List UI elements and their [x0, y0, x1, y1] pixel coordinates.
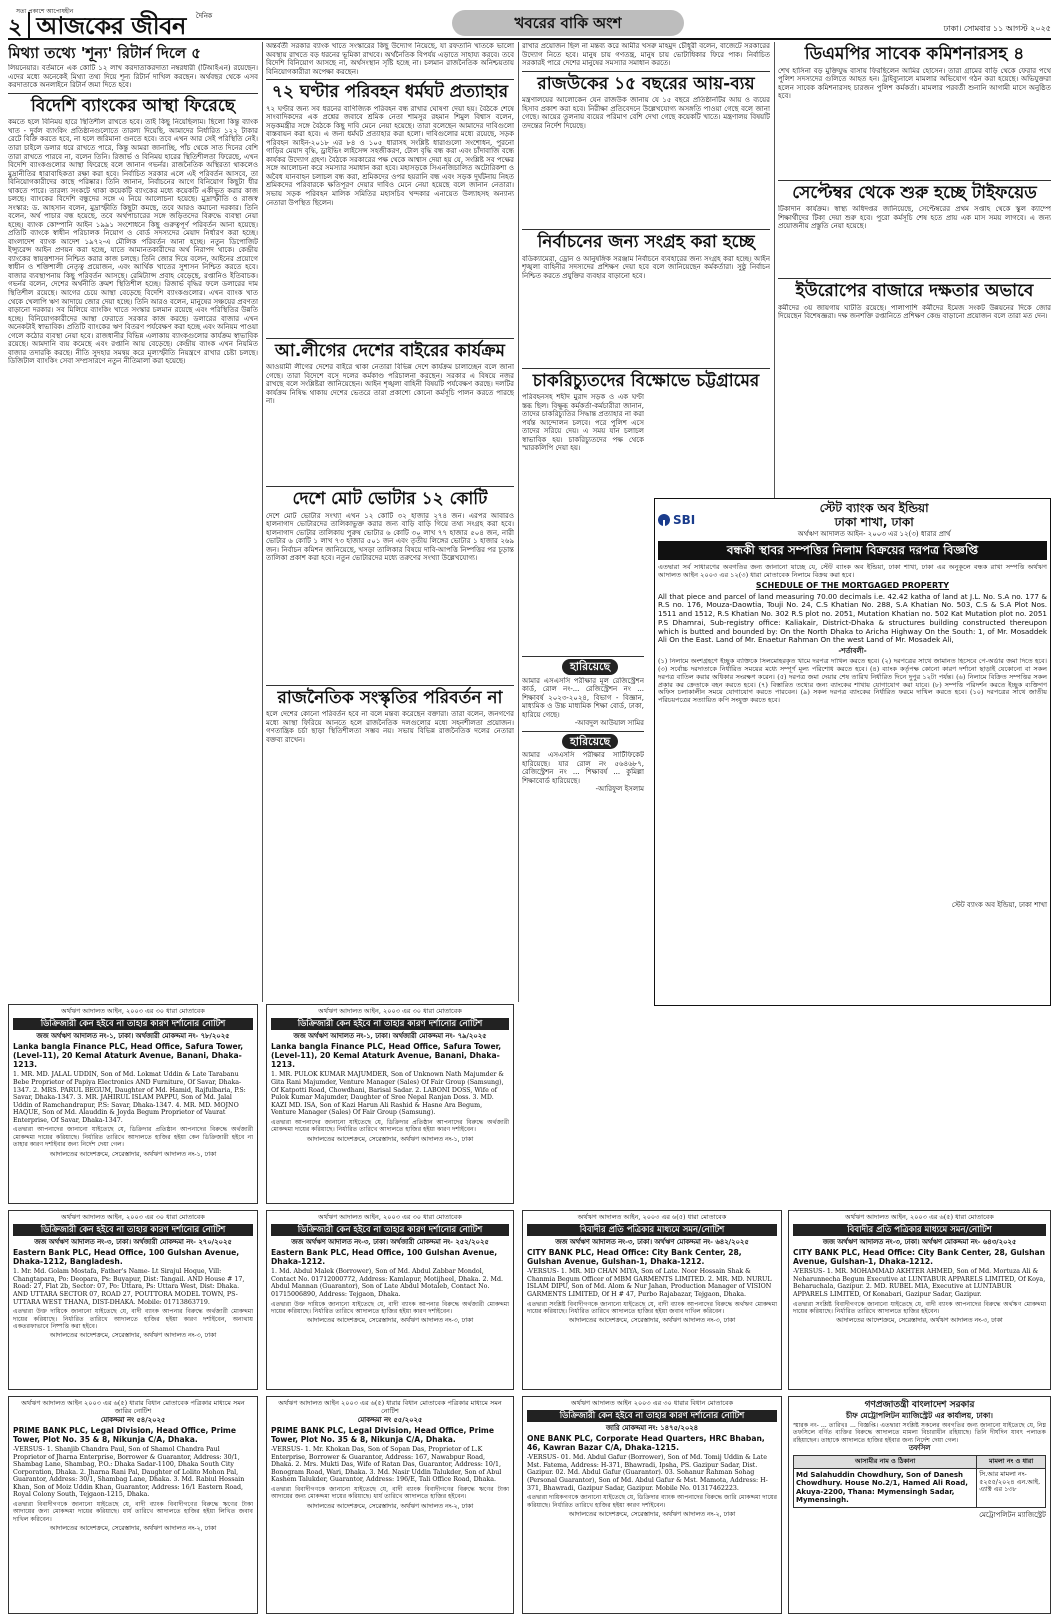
gov-accused-name: Md Salahuddin Chowdhury, Son of Danesh Chowdhury. House No.2/1, Hamed Ali Road, Akuya-2200, Thana: Mymensingh Sadar, Mymensingh. [794, 1468, 977, 1507]
article-body: বডিক্যামেরা, ড্রোন ও আনুষঙ্গিক সরঞ্জাম নির্বাচনে ব্যবহারের জন্য সংগ্রহ করা হচ্ছে। আইন শৃঙ্খলা বাহিনীর সদস্যদের প্রশিক্ষণ দেয়া হবে বলে জানিয়েছেন কর্মকর্তারা। সুষ্ঠু নির্বাচন নিশ্চিত করতে প্রযুক্তির ব্যবহার বাড়ানো হবে। [522, 254, 770, 280]
notice-case: মোকদ্দমা নং ৫৫/২০২৫ [357, 1415, 423, 1424]
notice-law: অর্থঋণ আদালত আইন, ২০০৩ এর ৩০ ধারা মোতাবেক [61, 1213, 205, 1221]
court-notice [522, 1210, 782, 1390]
article-body: রাখার প্রয়োজন ছিল না মন্তব্য করে আমীর খসরু মাহমুদ চৌধুরী বলেন, বাজেটে সরকারের উদ্যোগ নিতে হবে। মানুষ চায় গণতন্ত্র, মানুষ চায় ভোটাধিকার ফিরে পাক। নির্বাচিত সরকারই পারে দেশের মানুষের সমস্যার সমাধান করতে। [522, 42, 770, 68]
sbi-logo-text: SBI [673, 512, 696, 527]
notice-defendants: 1. MR. PULOK KUMAR MAJUMDER, Son of Unknown Nath Majumder & Gita Rani Majumder, Venture Manager (Sales) Of Fair Group (Samsung), Of Katpotti Road, Chowdhani, Barisal Sadar. 2. LABONI DOSS, Wife of Pulok Kumar Majumder, Daughter of Sree Nepal Ranjan Doss. 3. MD. KAZI MD. ISA, Son of Kazi Harun Ali Rashid & Hasne Ara Begum, Venture Manager (Sales) Of Fair Group (Samsung). [271, 1071, 505, 1117]
article-body: শেখ হাসিনা বড় মুক্তিযুদ্ধ বাসায় ফিরছিলেন আমির হোসেন। তারা গ্রামের বাড়ি থেকে ফেরার পথে পুলিশ সদস্যদের গুলিতে আহত হন। ট্রাইব্যুনালে মামলার অভিযোগ গঠন করা হয়েছে। অভিযুক্তরা হলেন সাবেক কমিশনারসহ চারজন পুলিশ কর্মকর্তা। মামলার পরবর্তী শুনানি আগামী মাসে অনুষ্ঠিত হবে। [778, 66, 1051, 101]
headline: ইউরোপের বাজারে দক্ষতার অভাবে [795, 281, 1034, 302]
article-body: দেশে মোট ভোটার সংখ্যা এখন ১২ কোটি ৩২ হাজার ২৭৪ জন। এরপর আবারও হালনাগাদ ভোটারদের তালিকাভুক্ত করার জন্য বাড়ি বাড়ি গিয়ে তথ্য সংগ্রহ করা হবে। হালনাগাদ ভোটার তালিকায় পুরুষ ভোটার ৬ কোটি ৩০ লাখ ৭৭ হাজার ৫০৪ জন, নারী ভোটার ৬ কোটি ১ লাখ ৭৩ হাজার ৫০১ জন এবং তৃতীয় লিঙ্গের ভোটার ১ হাজার ২৬৯ জন। নির্বাচন কমিশন জানিয়েছে, খসড়া তালিকার বিষয়ে দাবি-আপত্তি নিষ্পত্তির পর চূড়ান্ত তালিকা প্রকাশ করা হবে। নতুন ভোটারদের মধ্যে তরুণের সংখ্যা উল্লেখযোগ্য। [266, 511, 514, 563]
court-notice [522, 1396, 782, 1614]
notice-law: অর্থঋণ আদালত আইন ২০০৩ এর ৩০ ধারার বিধান মোতাবেক [570, 1399, 734, 1407]
government-notice [788, 1396, 1051, 1614]
notice-defendants: -VERSUS- 1. Shanjib Chandra Paul, Son of Shamol Chandra Paul Proprietor of Jharna Enterprise, Borrower & Guarantor, Address: 30/1, Shambag Lane, Shambag, P.O.: Dhaka Sadar-1100, Dhaka South City Corporation, Dhaka. 2. Jharna Rani Pal, Daughter of Lolito Mohon Pal, Guarantor, Address: 30/1, Shambag Lane, Dhaka. 3. Md. Rabiul Hossain Khan, Son of Moiz Uddin Khan, Guarantor, Address: 16/1 Eastern Road, Royal Colony South, Tejgaon-1215, Dhaka. [13, 1445, 245, 1499]
notice-law: অর্থঋণ আদালত আইন ২০০৩ এর ৬(৫) ধারার বিধান মোতাবেক পত্রিকার মাধ্যমে সমন নোটিশ [278, 1399, 502, 1415]
article-body: হলে দেশের কোনো পরিবর্তন হবে না বলে মন্তব্য করেছেন বক্তারা। তারা বলেন, জনগণের মধ্যে আস্থা ফিরিয়ে আনতে হলে রাজনৈতিক দলগুলোর মধ্যে সহনশীলতা প্রয়োজন। গণতান্ত্রিক চর্চা ছাড়া স্থিতিশীলতা সম্ভব নয়। সভায় বিভিন্ন রাজনৈতিক দলের নেতারা বক্তব্য রাখেন। [266, 710, 514, 744]
article-body: ৭২ ঘণ্টার জন্য সব ধরনের বাণিজ্যিক পরিবহন বন্ধ রাখার ঘোষণা দেয়া হয়। বৈঠকে শেষে সাংবাদিকদের এক প্রশ্নের জবাবে শ্রমিক নেতা শামসুর রহমান শিমুল বিশ্বাস বলেন, সড়কমন্ত্রীর সঙ্গে বৈঠকে কিছু দাবি মেনে নেয়া হয়েছে। তারা বলেছেন আমাদের দাবিগুলো বাস্তবায়ন করা হবে। এ জন্য ধর্মঘট প্রত্যাহার করা হলো। দাবিগুলোর মধ্যে রয়েছে, সড়ক পরিবহন আইন-২০১৮ এর ৮৪ ও ১০৫ ধারাসহ সংশ্লিষ্ট ধারাগুলো সংশোধন, পুরনো গাড়ির মেয়াদ বৃদ্ধি, ড্রাইভিং লাইসেন্স সহজীকরণ, টোল বৃদ্ধি বন্ধ করা এবং চাঁদাবাজি বন্ধে কার্যকর উদ্যোগ গ্রহণ। বৈঠকে সরকারের পক্ষ থেকে আশ্বাস দেয়া হয় যে, সংশ্লিষ্ট সব পক্ষের সঙ্গে আলোচনা করে সমস্যার সমাধান করা হবে। মহাসড়কে সিএনজিচালিত অটোরিকশা ও অবৈধ যানবাহন চলাচল বন্ধ করা, শ্রমিকদের ওপর হয়রানি বন্ধ এবং সড়ক দুর্ঘটনায় নিহত শ্রমিকদের পরিবারকে ক্ষতিপূরণ দেয়ার দাবিও মেনে নেয়া হয়েছে বলে জানান নেতারা। সভায় সড়ক পরিবহন মালিক সমিতির মহাসচিব খন্দকার এনায়েত উল্যাহসহ অন্যান্য নেতারা উপস্থিত ছিলেন। [266, 104, 514, 207]
headline: রাজনৈতিক সংস্কৃতির পরিবর্তন না [277, 687, 503, 708]
article-body: মন্ত্রণালয়ের আলোকেন যেন রাজউক জানায় যে ১৫ বছরে প্রতিষ্ঠানটির আয় ও ব্যয়ের হিসাব প্রকাশ করা হবে। নিরীক্ষা প্রতিবেদনে উল্লেখযোগ্য অসঙ্গতি পাওয়া গেছে বলে জানা গেছে। আয়ের তুলনায় ব্যয়ের পরিমাণ বেশি দেখা গেছে কয়েকটি খাতে। মন্ত্রণালয় বিষয়টি তদন্তের নির্দেশ দিয়েছে। [522, 96, 770, 130]
logo-text: আজকের জীবন [36, 12, 186, 40]
sbi-law: অর্থঋণ আদালত আইন- ২০০৩ এর ১২(৩) ধারার প্রার্থ [797, 529, 951, 538]
news-columns [8, 42, 1051, 1002]
gov-col-header: মামলা নং ও ধারা [977, 1456, 1046, 1469]
notice-body: এতদ্বারা সংশ্লিষ্ট বিবাদীগণকে জানানো যাইতেছে যে, বাদী ব্যাংক আপনাদের বিরুদ্ধে অর্থঋণ মোকদ্দমা দায়ের করিয়াছে। নির্ধারিত তারিখে আদালতে হাজির হইয়া জবাব দাখিল করিবেন। [527, 1300, 777, 1315]
notice-case: জারি মোকদ্দমা নং: ১৪৭৫/২০২৪ [605, 1423, 699, 1432]
notice-case: জজ অর্থঋণ আদালত নং-৩, ঢাকা। অর্থঋণ মোকদ্দমা নং- ৬৪২/২০২৫ [555, 1237, 749, 1246]
section-banner: খবরের বাকি অংশ [452, 10, 684, 36]
notice-title: ডিক্রিজারী কেন হইবে না তাহার কারণ দর্শানোর নোটিশ [271, 1018, 509, 1030]
sbi-intro: এতদ্বারা সর্ব সাধারণের অবগতির জন্য জানানো যাচ্ছে যে, স্টেট ব্যাংক অব ইন্ডিয়া, ঢাকা শাখা, ঢাকা এর অনুকূলে বন্ধক রাখা সম্পত্তি অর্থঋণ আদালত আইন ২০০৩ এর ১২(৩) ধারা মোতাবেক নিলামে বিক্রয় করা হবে। [658, 562, 1047, 579]
headline: নির্বাচনের জন্য সংগ্রহ করা হচ্ছে [537, 232, 755, 253]
notice-body: এতদ্বারা আপনাদের জানানো যাইতেছে যে, ডিক্রিদার প্রতিষ্ঠান আপনাদের বিরুদ্ধে অর্থজারী মোকদ্দমা দায়ের করিয়াছে। নির্ধারিত তারিখে আদালতে হাজির হইয়া কারণ দর্শাইবেন। [271, 1118, 509, 1134]
notice-law: অর্থঋণ আদালত আইন, ২০০৩ এর ৬(৫) ধারা মোতাবেক [577, 1213, 727, 1221]
headline: মিথ্যা তথ্যে 'শূন্য' রিটার্ন দিলে ৫ [8, 44, 201, 62]
sbi-branch: ঢাকা শাখা, ঢাকা [834, 514, 914, 529]
notice-defendants: 1. Md. Abdul Malek (Borrower), Son of Md. Abdul Zabbar Mondol, Contact No. 01712000772, Address: Kamlapur, Motijheel, Dhaka. 2. Md. Abdul Mannan (Guarantor), Son of Late Abdul Motaleb, Contact No. 01715006890, Address: Tejgaon, Dhaka. [271, 1268, 503, 1298]
sbi-logo [658, 513, 695, 528]
notice-body: এতদ্বারা উক্ত দায়িকে জানানো যাইতেছে যে, বাদী ব্যাংক আপনার বিরুদ্ধে অর্থজারী মোকদ্দমা দায়ের করিয়াছে। নির্ধারিত তারিখে আদালতে হাজির হইয়া কারণ দর্শাইবেন, অন্যথায় একতরফাভাবে নিষ্পত্তি করা হইবে। [13, 1308, 253, 1330]
gov-title: গণপ্রজাতন্ত্রী বাংলাদেশ সরকার [864, 1400, 975, 1410]
notice-sign: আদালতের আদেশক্রমে, সেরেস্তাদার, অর্থঋণ আদালত নং-১, ঢাকা [49, 1150, 217, 1158]
lost-notice-text: আমার এসএসসি পরীক্ষার মূল রেজিস্ট্রেশন কার্ড, রোল নং-... রেজিস্ট্রেশন নং ... শিক্ষাবর্ষ ২০২৩-২০২৪, বিভাগ - বিজ্ঞান, মাধ্যমিক ও উচ্চ মাধ্যমিক শিক্ষা বোর্ড, ঢাকা, হারিয়ে গেছে। [522, 676, 644, 719]
notice-case: জজ অর্থঋণ আদালত নং-৩, ঢাকা। অর্থঋণ মোকদ্দমা নং- ৬৪৩/২০২৫ [822, 1237, 1017, 1246]
lost-notices [522, 656, 644, 794]
notice-title: বিবাদীর প্রতি পত্রিকার মাধ্যমে সমন/নোটিশ [527, 1224, 777, 1236]
lost-notice-sign: -আবদুল আউয়াল সামির [574, 719, 644, 728]
notice-sign: আদালতের আদেশক্রমে, সেরেস্তাদার, অর্থঋণ আদালত নং-২, ঢাকা [49, 1525, 217, 1533]
notice-case: জজ অর্থঋণ আদালত নং-১, ঢাকা। অর্থজারী মোকদ্দমা নং- ৭৮/২০২৫ [36, 1031, 230, 1040]
article-body: আওয়ামী লীগের দেশের বাইরে থাকা নেতারা বিভিন্ন দেশে কার্যক্রম চালাচ্ছেন বলে জানা গেছে। তারা বিদেশে বসে দলের কর্মকাণ্ড পরিচালনা করছেন। সরকার এ বিষয়ে নজর রাখছে বলে সংশ্লিষ্টরা জানিয়েছেন। আইন শৃঙ্খলা বাহিনী বিষয়টি পর্যবেক্ষণ করছে। দলটির কার্যক্রম নিষিদ্ধ থাকায় দেশের ভেতরে তারা প্রকাশ্যে কোনো কর্মসূচি পালন করতে পারছে না। [266, 363, 514, 406]
notice-sign: আদালতের আদেশক্রমে, সেরেস্তাদার, অর্থঋণ আদালত নং-৩, ঢাকা [568, 1317, 736, 1325]
notice-defendants: 1. Mr. Md. Golam Mostafa, Father's Name- Lt Sirajul Hoque, Vill: Changtapara, Po: Deopara, Ps: Buyapur, Dist: Tangail. AND House # 17, Road: 27, Flat 2b, Sector: 07, Po: Uttara, Ps: Uttara West, Dist: Dhaka. AND UTTARA SECTOR 07, ROAD 27, POUTTORA MODEL TOWN, PS- UTTARA WEST THANA, DIST-DHAKA. Mobile: 01713863719. [13, 1268, 245, 1306]
headline: চাকরিচ্যুতদের বিক্ষোভে চট্টগ্রামের [532, 370, 760, 391]
gov-sign: মেট্রোপলিটন ম্যাজিস্ট্রেট [979, 1510, 1046, 1519]
notice-sign: আদালতের আদেশক্রমে, সেরেস্তাদার, অর্থঋণ আদালত নং-১, ঢাকা [306, 1135, 474, 1143]
court-notice [266, 1396, 514, 1614]
notice-law: অর্থঋণ আদালত আইন, ২০০৩ এর ৬(৫) ধারা মোতাবেক [845, 1213, 994, 1221]
page-number: ২ [8, 14, 23, 40]
notice-law: অর্থঋণ আদালত আইন ২০০৩ এর ৬(৫) ধারার বিধান মোতাবেক পত্রিকার মাধ্যমে সমন জারির নোটিশ [21, 1399, 245, 1415]
gov-body: স্মারক নং- ... তারিখঃ ... বিজ্ঞপ্তি। এতদ্বারা সংশ্লিষ্ট সকলের অবগতির জন্য জানানো যাইতেছে যে, নিম্ন তফসিলে বর্ণিত ব্যক্তির বিরুদ্ধে আদালতে মামলা বিচারাধীন রহিয়াছে। তিনি দীর্ঘদিন যাবৎ পলাতক রহিয়াছেন। তাহাকে আদালতে হাজির হইবার জন্য নির্দেশ দেয়া গেল। [793, 1421, 1046, 1444]
notice-title: ডিক্রিজারী কেন হইবে না তাহার কারণ দর্শানোর নোটিশ [271, 1224, 509, 1236]
lost-notice-title: হারিয়েছে [562, 659, 618, 674]
lost-notice [522, 656, 644, 728]
sbi-auction-notice [654, 498, 1051, 1006]
lost-notice [522, 731, 644, 794]
headline: সেপ্টেম্বর থেকে শুরু হচ্ছে টাইফয়েড [792, 182, 1037, 203]
lost-notice-text: আমার এসএসসি পরীক্ষার সার্টিফিকেট হারিয়েছে। যার রোল নং ৫৬৪৬৮৭, রেজিস্ট্রেশন নং ... শিক্ষাবর্ষ ... কুমিল্লা শিক্ষাবোর্ড হারিয়েছে। [522, 751, 644, 785]
column-rule [518, 42, 519, 1002]
court-notice [8, 1396, 258, 1614]
notice-defendants: -VERSUS- 01. Md. Abdul Gafur (Borrower), Son of Md. Tomij Uddin & Late Mst. Fatema, Address: H-371, Bhawradi, Ipsha, PS. Gazipur Sadar, Dist. Gazipur. 02. Md. Abdul Gafur (Guarantor). 03. Sohanur Rahman Sohag (Personal Guarantor), Son of Md. Abdul Gafur & Mst. Mamota, Address: H-371, Bhawradi, Gazipur Sadar, Gazipur. Mobile No. 01317462223. [527, 1454, 768, 1492]
notice-sign: আদালতের আদেশক্রমে, সেরেস্তাদার, অর্থঋণ আদালত নং-৩, ঢাকা [49, 1332, 217, 1340]
gov-table [793, 1455, 1046, 1507]
notice-defendants: -VERSUS- 1. MR. MD CHAN MIYA, Son of Late. Noor Hossain Shak & Chanmia Begum Officer of MBM GARMENTS LIMITED. 2. MR. MD. NURUL ISLAM DIPU, Son of Md. Alom & Nur Jahan, Production Manager of VISION GARMENTS LIMITED, Of H # 47, Purbo Rajabazar, Tejgaon, Dhaka. [527, 1268, 772, 1298]
gov-case-number: সি.আর মামলা নং- ৫২৫৫/২০২৪ এন.আই. এ্যাক্ট এর ১৩৮ [977, 1468, 1046, 1507]
dateline: ঢাকা। সোমবার ১১ আগস্ট ২০২৫ [943, 24, 1051, 34]
notice-case: জজ অর্থঋণ আদালত নং-৩, ঢাকা। অর্থজারী মোকদ্দমা নং- ২৭০/২০২৫ [34, 1237, 232, 1246]
notice-title: ডিক্রিজারী কেন হইবে না তাহার কারণ দর্শানোর নোটিশ [13, 1018, 253, 1030]
notice-sign: আদালতের আদেশক্রমে, সেরেস্তাদার, অর্থঋণ আদালত নং-৩, ঢাকা [306, 1317, 474, 1325]
notice-sign: আদালতের আদেশক্রমে, সেরেস্তাদার, অর্থঋণ আদালত নং-৩, ঢাকা [836, 1317, 1003, 1325]
gov-col-header: আসামীর নাম ও ঠিকানা [794, 1456, 977, 1469]
notice-law: অর্থঋণ আদালত আইন, ২০০৩ এর ৩০ ধারা মোতাবেক [318, 1007, 462, 1015]
notice-title: ডিক্রিজারী কেন হইবে না তাহার কারণ দর্শানোর নোটিশ [527, 1410, 777, 1422]
sbi-terms: (১) নিলামে অংশগ্রহণে ইচ্ছুক ব্যক্তিকে সিলমোহরকৃত খামে দরপত্র দাখিল করতে হবে। (২) দরপত্রের সাথে জামানত হিসেবে পে-অর্ডার জমা দিতে হবে। (৩) সর্বোচ্চ দরদাতাকে নির্ধারিত সময়ের মধ্যে সম্পূর্ণ মূল্য পরিশোধ করতে হবে। (৪) ব্যাংক কর্তৃপক্ষ কোনো কারণ দর্শানো ছাড়াই যেকোনো বা সকল দরপত্র বাতিল করার অধিকার সংরক্ষণ করেন। (৫) দরপত্র জমা দেয়ার শেষ তারিখ নির্ধারিত দিনে দুপুর ১২টা পর্যন্ত। (৬) নিলামে বিক্রিত সম্পত্তির সকল প্রকার কর ক্রেতাকে বহন করতে হবে। (৭) বিস্তারিত তথ্যের জন্য ব্যাংকের শাখায় যোগাযোগ করা যাবে। (৮) সম্পত্তি পরিদর্শন করতে ইচ্ছুক ব্যক্তিগণ অফিস চলাকালীন সময়ে যোগাযোগ করতে পারবেন। (৯) সকল দরপত্র ব্যাংকের নির্ধারিত ফরমে দাখিল করতে হবে। (১০) দরপত্রের সাথে জাতীয় পরিচয়পত্রের সত্যায়িত কপি সংযুক্ত করতে হবে। [658, 657, 1047, 705]
lost-notice-sign: -আরিফুল ইসলাম [595, 785, 644, 794]
newspaper-logo [36, 12, 212, 40]
sbi-header [658, 502, 1047, 538]
notice-plaintiff: PRIME BANK PLC, Legal Division, Head Office, Prime Tower, Plot No. 35 & 8, Nikunja C/A, Dhaka. [13, 1425, 236, 1444]
notice-body: এতদ্বারা বিবাদীগণকে জানানো যাইতেছে যে, বাদী ব্যাংক বিবাদীগণের বিরুদ্ধে ঋণের টাকা আদায়ের জন্য মোকদ্দমা দায়ের করিয়াছে। ধার্য তারিখে আদালতে হাজির হইবেন। [271, 1485, 509, 1501]
notice-sign: আদালতের আদেশক্রমে, সেরেস্তাদার, অর্থঋণ আদালত নং-২, ঢাকা [306, 1502, 474, 1510]
notice-plaintiff: Eastern Bank PLC, Head Office, 100 Gulshan Avenue, Dhaka-1212, Bangladesh. [13, 1248, 240, 1267]
notice-plaintiff: PRIME BANK PLC, Legal Division, Head Office, Prime Tower, Plot No. 35 & 8, Nikunja C/A, Dhaka. [271, 1425, 494, 1444]
sbi-schedule-title: SCHEDULE OF THE MORTGAGED PROPERTY [755, 580, 950, 590]
masthead-divider [28, 12, 30, 38]
notice-law: অর্থঋণ আদালত আইন, ২০০৩ এর ৩০ ধারা মোতাবেক [61, 1007, 205, 1015]
notice-body: এতদ্বারা সংশ্লিষ্ট বিবাদীগণকে জানানো যাইতেছে যে, বাদী ব্যাংক আপনাদের বিরুদ্ধে অর্থঋণ মোকদ্দমা দায়ের করিয়াছে। নির্ধারিত তারিখে আদালতে হাজির হইবেন। [793, 1300, 1046, 1315]
headline: ৭২ ঘণ্টার পরিবহন ধর্মঘট প্রত্যাহার [271, 82, 509, 103]
gov-table-title: তফসিল [908, 1444, 931, 1453]
article-body: কমতে হলে বিনিময় হারে স্থিতিশীল রাখতে হবে। তাই কিছু নিয়েছিলাম। ছিলো কিন্তু ব্যাংক খাত - দুর্বল ব্যাংকিং প্রতিষ্ঠানগুলোতে তারল্য দিয়েছি, আমাদের নির্ধারিত ১২২ টাকার রেটে বিক্রি করতে হবে, না হলে জরিমানা গুনতে হবে। তবে এখন আর সেই পরিস্থিতি নেই। তারা চাইলে ডলার ধরে রাখতে পারে, কিন্তু আমরা জানাচ্ছি, পাঁচ থেকে সাত দিনের বেশি তারা রাখতে পারবে না, বলেন তিনি। রিজার্ভ ও বিনিময় হারের স্থিতিশীলতা ফিরেছে, এখন বিদেশি ব্যাংকগুলোর আস্থা ফিরেছে বলে জানান গভর্নর। রাজনৈতিক অস্থিরতা থাকলেও মুদ্রানীতির ধারাবাহিকতা রক্ষা করা হবে। নির্বাচিত সরকার এলে এই পরিবর্তন আসবে, তা বিনিয়োগকারীদের কাছে পরিষ্কার। তিনি জানান, নির্বাচনের আগে বিনিয়োগ কিছুটা ধীর থাকতে পারে। তারল্য সংকটে থাকা কয়েকটি ব্যাংকের মধ্যে কয়েকটি একীভূত করার কাজ চলছে। ব্যাংকের বিদেশি বন্ধুদের সঙ্গে এ নিয়ে আলোচনা হয়েছে। মুদ্রাস্ফীতি ও রাজস্ব সংস্কার: ড. আহসান বলেন, মুদ্রাস্ফীতি কিছুটা কমছে, তবে আরও কমানো দরকার। তিনি বলেন, অর্থ পাচার বন্ধ হয়েছে, তবে অর্থপাচারের সঙ্গে জড়িতদের বিরুদ্ধে ব্যবস্থা নেয়া হচ্ছে। ব্যাংক কোম্পানি আইন ১৯৯১ সংশোধনে কিছু গুরুত্বপূর্ণ পরিবর্তন আনা হয়েছে। প্রতিটি ব্যাংকে স্বাধীন পরিচালক নিয়োগ ও বোর্ড সদস্যদের মেয়াদ নির্ধারণ করা হচ্ছে। বাংলাদেশ ব্যাংক আদেশ ১৯৭২-এ মৌলিক পরিবর্তন আনা হচ্ছে। নতুন ডিপোজিট ইন্স্যুরেন্স আইন প্রণয়ন করা হচ্ছে, যাতে আমানতকারীদের অর্থ নিরাপদ থাকে। কেন্দ্রীয় ব্যাংকের স্বায়ত্তশাসন নিশ্চিত করার কাজ চলছে। তিনি জোর দিয়ে বলেন, আইনের প্রয়োগে স্বাধীন ও শক্তিশালী নেতৃত্ব প্রয়োজন, এবং আর্থিক খাতের সুশাসন নিশ্চিত করতে হবে। বাজার ব্যবস্থাপনায় কিছু পরিবর্তন আসছে। রেমিট্যান্স প্রবাহ বেড়েছে, রপ্তানিও ইতিবাচক। গভর্নর বলেন, দেশের অর্থনীতি ক্রমশ স্থিতিশীল হচ্ছে। রিজার্ভ বৃদ্ধির ফলে ডলারের দাম স্থিতিশীল রয়েছে। আগের চেয়ে আস্থা বেড়েছে বিদেশি ব্যাংকগুলোর। এখন ব্যাংক খাত থেকে খেলাপি ঋণ আদায়ে জোর দেয়া হচ্ছে। তিনি আরও বলেন, মানুষের সঞ্চয়ের প্রবণতা বাড়ানো দরকার। সব মিলিয়ে ব্যাংকিং খাতে সংস্কার চলমান রয়েছে এবং পরিস্থিতির উন্নতি হচ্ছে। বিনিয়োগকারীদের আস্থা ফেরাতে সরকার কাজ করছে। ডলারের বাজার এখন অনেকটাই স্বাভাবিক। প্রতিটি ব্যাংকের ঋণ বিতরণ পর্যবেক্ষণ করা হচ্ছে এবং অনিয়ম পাওয়া গেলে কঠোর ব্যবস্থা নেয়া হবে। রাজধানীর বিভিন্ন এলাকায় ব্যাংকগুলোর কার্যক্রম স্বাভাবিক রয়েছে। আমদানি ব্যয় কমেছে এবং রপ্তানি আয় বেড়েছে। কেন্দ্রীয় ব্যাংক এখন নিয়মিত বাজার তদারকি করছে। নীতি সুদহার সমন্বয় করে মূল্যস্ফীতি নিয়ন্ত্রণে রাখার চেষ্টা চলছে। ডিজিটাল ব্যাংকিং সেবা সম্প্রসারণে নতুন নীতিমালা করা হয়েছে। [8, 118, 258, 366]
gov-subtitle: চীফ মেট্রোপলিটন ম্যাজিস্ট্রেট এর কার্যালয়, ঢাকা। [846, 1410, 993, 1420]
court-notice [266, 1210, 514, 1390]
notice-defendants: 1. MR. MD. JALAL UDDIN, Son of Md. Lokmat Uddin & Late Tarabanu Bebe Proprietor of Papiya Electronics AND Furniture, Of Savar, Dhaka-1347. 2. MRS. PARUL BEGUM, Daughter of Md. Hamid, Rajfulbaria, P.S: Savar, Dhaka-1347. 3. MR. JAHIRUL ISLAM PAPPU, Son of Md. Jalal Uddin of Ramchandrapur, P.S: Savar, Dhaka-1347. 4. MR. MD. MOJNO HAQUE, Son of Md. Alauddin & Joyda Begum Proprietor of Vaurat Enterprise, Of Savar, Dhaka-1347. [13, 1071, 246, 1124]
court-notice [788, 1210, 1051, 1390]
logo-daily: দৈনিক [195, 12, 212, 20]
court-notice [8, 1210, 258, 1390]
notice-case: জজ অর্থঋণ আদালত নং-৩, ঢাকা। অর্থজারী মোকদ্দমা নং- ২৫২/২০২৫ [291, 1237, 489, 1246]
notice-plaintiff: Lanka bangla Finance PLC, Head Office, Safura Tower, (Level-11), 20 Kemal Ataturk Avenue, Banani, Dhaka-1213. [271, 1042, 502, 1070]
notice-body: এতদ্বারা বিবাদীগণকে জানানো যাইতেছে যে, বাদী ব্যাংক বিবাদীগণের বিরুদ্ধে ঋণের টাকা আদায়ের জন্য মোকদ্দমা দায়ের করিয়াছে। ধার্য তারিখে আদালতে হাজির হইয়া লিখিত জবাব দাখিল করিবেন। [13, 1500, 253, 1523]
notice-plaintiff: Eastern Bank PLC, Head Office, 100 Gulshan Avenue, Dhaka-1212. [271, 1248, 498, 1267]
article-body: লিয়নেয়ার। বর্তমানে এক কোটি ১২ লাখ করদাতাকরদাতা নম্বরধারী (টিআইএন) রয়েছেন। এদের মধ্যে অনেকেই মিথ্যা তথ্য দিয়ে শূন্য রিটার্ন দাখিল করছেন। অর্থবছর থেকে এসব করদাতাকে অনলাইনে রিটার্ন জমা দিতে হবে। [8, 64, 258, 90]
court-notice [8, 1004, 258, 1204]
notice-law: অর্থঋণ আদালত আইন, ২০০৩ এর ৩০ ধারা মোতাবেক [318, 1213, 462, 1221]
lost-notice-title: হারিয়েছে [562, 734, 618, 749]
notice-body: এতদ্বারা উক্ত দায়িকে জানানো যাইতেছে যে, বাদী ব্যাংক আপনার বিরুদ্ধে অর্থজারী মোকদ্দমা দায়ের করিয়াছে। নির্ধারিত তারিখে আদালতে হাজির হইয়া কারণ দর্শাইবেন। [271, 1300, 509, 1315]
column-rule [262, 42, 263, 1002]
notice-title: বিবাদীর প্রতি পত্রিকার মাধ্যমে সমন/নোটিশ [793, 1224, 1046, 1236]
sbi-schedule: All that piece and parcel of land measuring 70.00 decimals i.e. 42.42 katha of land at J.L. No. S.A no. 177 & R.S no. 176, Mouza-Daowtia, Touji No. 24, C.S Khatian No. 288, S.A Khatian No. 503, C.S & S.A Plot Nos. 1511 and 1512, R.S Khatian No. 302 R.S plot no. 2051, Mutation Khatian no. 502 Kat Mutation plot no. 2051 P.S Dhamrai, Sub-registry office: Kaliakair, District-Dhaka & structures building constructed thereupon which is butted and bounded by: On the North Dhaka to Aricha Highway On the South: 1, of Mr. Mosaddek Ali On the East. Land of Mr. Enaetur Rahman On the west Land of Mr. Mosadek Ali, [658, 592, 1047, 645]
column-1 [8, 42, 258, 1002]
headline: ডিএমপির সাবেক কমিশনারসহ ৪ [804, 44, 1025, 64]
headline: বিদেশি ব্যাংকের আস্থা ফিরেছে [30, 95, 236, 116]
sbi-terms-title: -শর্তাবলী- [838, 646, 867, 656]
notice-sign: আদালতের আদেশক্রমে, সেরেস্তাদার, অর্থঋণ আদালত নং-২, ঢাকা [568, 1510, 736, 1518]
article-body: পরিবহনসহ শহীদ মুরাদ সড়ক ও এক ঘণ্টা স্তব্ধ ছিল। বিক্ষুব্ধ কর্মকর্তা-কর্মচারীরা জানান, তাদের চাকরিচ্যুতির সিদ্ধান্ত প্রত্যাহার না করা পর্যন্ত আন্দোলন চলবে। পরে পুলিশ এসে তাদের সরিয়ে দেয়। এ সময় যান চলাচল স্বাভাবিক হয়। চাকরিচ্যুতদের পক্ষ থেকে স্মারকলিপি দেয়া হয়। [522, 393, 644, 453]
court-notice [266, 1004, 514, 1204]
headline: দেশে মোট ভোটার ১২ কোটি [292, 489, 488, 510]
notice-title: ডিক্রিজারী কেন হইবে না তাহার কারণ দর্শানোর নোটিশ [13, 1224, 253, 1236]
notice-plaintiff: ONE BANK PLC, Corporate Head Quarters, HRC Bhaban, 46, Kawran Bazar C/A, Dhaka-1215. [527, 1434, 765, 1453]
notice-plaintiff: CITY BANK PLC, Head Office: City Bank Center, 28, Gulshan Avenue, Gulshan-1, Dhaka-1212. [527, 1248, 742, 1267]
headline: রাজউকের ১৫ বছরের আয়-ব্যয় [537, 73, 755, 94]
notice-body: এতদ্বারা আপনাদের জানানো যাইতেছে যে, ডিক্রিদার প্রতিষ্ঠান আপনাদের বিরুদ্ধে অর্থজারী মোকদ্দমা দায়ের করিয়াছে। নির্ধারিত তারিখে আদালতে হাজির হইয়া কেন ডিক্রিজারী হইবে না তাহার কারণ দর্শাইবার জন্য নির্দেশ দেয়া গেল। [13, 1126, 253, 1149]
headline: আ.লীগের দেশের বাইরের কার্যক্রম [274, 340, 505, 361]
article-body: কর্মীদের ৩য় জায়গায় ঘাটতি রয়েছে। পালাপাশি কর্মীদের ইমেজ সংকট উন্নয়নের দিকে জোর দিয়েছেন বিশেষজ্ঞরা। দক্ষ জনশক্তি রপ্তানিতে প্রশিক্ষণ কেন্দ্র বাড়ানো প্রয়োজন বলে তারা মত দেন। [778, 303, 1051, 321]
article-body: অন্তর্বর্তী সরকার ব্যাংক খাতে সংস্কারের কিছু উদ্যোগ নিয়েছে, যা রফতানি খাতকে ভালো অবস্থায় রাখতে বড় ধরনের ভূমিকা রাখবে। অর্থনৈতিক বিপর্যয় এড়াতে সাহায্য করবে। তবে বিদেশি বিনিয়োগ আসছে না, অর্থসংস্থান সৃষ্টি হচ্ছে না। চলমান রাজনৈতিক অনিশ্চয়তায় বিনিয়োগকারীরা অপেক্ষা করছেন। [266, 42, 514, 76]
notice-case: জজ অর্থঋণ আদালত নং-১, ঢাকা। অর্থজারী মোকদ্দমা নং- ৭৯/২০২৫ [293, 1031, 487, 1040]
notice-defendants: -VERSUS- 1. Mr. Khokan Das, Son of Sopan Das, Proprietor of L.K Enterprise, Borrower & Guarantor, Address: 167, Nawabpur Road, Dhaka. 2. Mrs. Mukti Das, Wife of Ratan Das, Guarantor, Address: 10/1, Bonogram Road, Wari, Dhaka. 3. Md. Nasir Uddin Talukder, Son of Abul Kashem Talukder, Guarantor, Address: 196/E, Tali Office Road, Dhaka. [271, 1445, 502, 1484]
sbi-banner: বন্ধকী স্থাবর সম্পত্তির নিলাম বিক্রয়ের দরপত্র বিজ্ঞপ্তি [658, 541, 1047, 560]
sbi-bank-name: স্টেট ব্যাংক অব ইন্ডিয়া [819, 501, 929, 515]
tagline: সত্য প্রকাশে আপোষহীন [16, 8, 74, 15]
notice-defendants: -VERSUS- 1. MR. MOHAMMAD AKHTER AHMED, Son of Md. Mortuza Ali & Neharunnecha Begum Executive at LUNTABUR APPARELS LIMITED, Of Koya, Beharuchala, Gazipur. 2. MD. RUBEL MIA, Executive at LUNTABUR APPARELS LIMITED, Of Konabari, Gazipur Sadar, Gazipur. [793, 1268, 1046, 1298]
notice-case: মোকদ্দমা নং ৫৪/২০২৫ [100, 1415, 166, 1424]
notice-plaintiff: Lanka bangla Finance PLC, Head Office, Safura Tower, (Level-11), 20 Kemal Ataturk Avenue, Banani, Dhaka-1213. [13, 1042, 244, 1070]
sbi-logo-icon [658, 514, 670, 526]
column-2 [266, 42, 514, 1002]
notice-plaintiff: CITY BANK PLC, Head Office: City Bank Center, 28, Gulshan Avenue, Gulshan-1, Dhaka-1212. [793, 1248, 1046, 1267]
notice-body: এতদ্বারা দায়িকগণকে জানানো যাইতেছে যে, ডিক্রিদার ব্যাংক আপনাদের বিরুদ্ধে জারি মোকদ্দমা দায়ের করিয়াছে। নির্ধারিত তারিখে হাজির হইয়া কারণ দর্শাইবেন। [527, 1494, 777, 1509]
masthead [8, 6, 1051, 40]
sbi-sign: স্টেট ব্যাংক অব ইন্ডিয়া, ঢাকা শাখা [951, 900, 1047, 909]
sbi-title-block [701, 502, 1047, 538]
article-body: টিকাদান কার্যক্রম। স্বাস্থ্য অধিদপ্তর জানিয়েছে, সেপ্টেম্বরের প্রথম সপ্তাহ থেকে স্কুল ক্যাম্পে শিক্ষার্থীদের টিকা দেয়া শুরু হবে। পুরো কর্মসূচি শেষ হতে প্রায় এক মাস সময় লাগবে। এ জন্য প্রয়োজনীয় প্রস্তুতি নেয়া হয়েছে। [778, 205, 1051, 231]
